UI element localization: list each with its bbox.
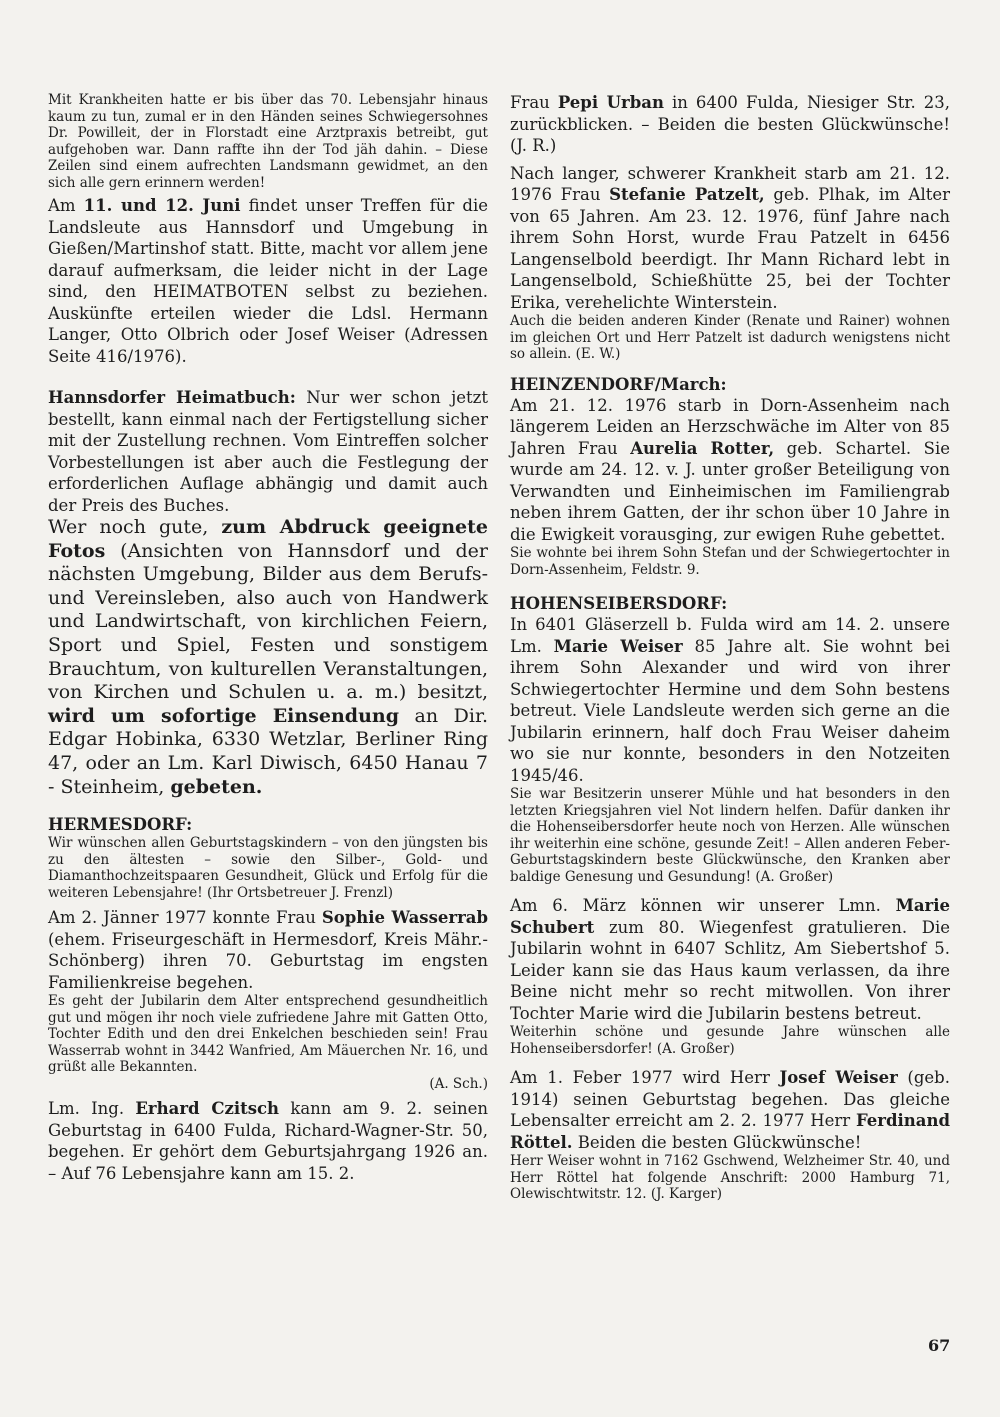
czitsch-birthday: Lm. Ing. Erhard Czitsch kann am 9. 2. seinen Geburtstag in 6400 Fulda, Richard-Wagner-Str. 50, begehen. Er gehört dem Geburtsjahrgang 1926 an. – Auf 76 Lebensjahre kann am 15. 2. — [48, 1099, 489, 1183]
weiser-details: Sie war Besitzerin unserer Mühle und hat besonders in den letzten Kriegsjahren viel Not lindern helfen. Dafür danken ihr die Hohenseibersdorfer heute noch von Herzen. Alle wünschen ihr weiterhin eine schöne, gesunde Zeit! – Allen anderen Feber-Geburtstagskindern beste Glückwünsche, den Kranken aber baldige Genesung und Gesundung! (A. Großer) — [510, 786, 950, 885]
urban-birthday: Frau Pepi Urban in 6400 Fulda, Niesiger Str. 23, zurückblicken. – Beiden die besten Glückwünsche! (J. R.) — [510, 93, 950, 155]
wasserrab-details: Es geht der Jubilarin dem Alter entsprechend gesundheitlich gut und mögen ihr noch viele zufriedene Jahre mit Gatten Otto, Tochter Edith und den drei Enkelchen beschieden sein! Frau Wasserrab wohnt in 3442 Wanfried, Am Mäuerchen Nr. 16, und grüßt alle Bekannten. — [48, 993, 488, 1076]
signature: (A. Sch.) — [429, 1075, 488, 1092]
patzelt-obituary: Nach langer, schwerer Krankheit starb am 21. 12. 1976 Frau Stefanie Patzelt, geb. Plhak, im Alter von 65 Jahren. Am 23. 12. 1976, fünf Jahre nach ihrem Sohn Horst, wurde Frau Patzelt in 6456 Langenselbold beerdigt. Ihr Mann Richard lebt in Langenselbold, Schießhütte 25, bei der Tochter Erika, verehelichte Winterstein. — [510, 163, 951, 312]
right-column — [510, 92, 950, 1203]
schubert-wishes: Weiterhin schöne und gesunde Jahre wünschen alle Hohenseibersdorfer! (A. Großer) — [510, 1024, 950, 1057]
weiser-roettel-birthdays: Am 1. Feber 1977 wird Herr Josef Weiser (geb. 1914) seinen Geburtstag begehen. Das gleiche Lebensalter erreicht am 2. 2. 1977 Herr Ferdinand Röttel. Beiden die besten Glückwünsche! — [510, 1068, 950, 1152]
meeting-notice: Am 11. und 12. Juni findet unser Treffen für die Landsleute aus Hannsdorf und Umgebung in Gießen/Martinshof statt. Bitte, macht vor allem jene darauf aufmerksam, die leider nicht in der Lage sind, den HEIMATBOTEN selbst zu beziehen. Auskünfte erteilen wieder die Ldsl. Hermann Langer, Otto Olbrich oder Josef Weiser (Adressen Seite 416/1976). — [48, 196, 488, 366]
section-heading-hohenseibersdorf: HOHENSEIBERSDORF: — [510, 594, 728, 613]
photo-request: Wer noch gute, zum Abdruck geeignete Fotos (Ansichten von Hannsdorf und der nächsten Umgebung, Bilder aus dem Berufs- und Vereinsleben, also auch von Handwerk und Landwirtschaft, von kirchlichen Feiern, Sport und Spiel, Festen und sonstigem Brauchtum, von kulturellen Veranstaltungen, von Kirchen und Schulen u. a. m.) besitzt, wird um sofortige Einsendung an Dir. Edgar Hobinka, 6330 Wetzlar, Berliner Ring 47, oder an Lm. Karl Diwisch, 6450 Hanau 7 - Steinheim, gebeten. — [48, 516, 488, 798]
addresses: Herr Weiser wohnt in 7162 Gschwend, Welzheimer Str. 40, und Herr Röttel hat folgende Anschrift: 2000 Hamburg 71, Olewischtwitstr. 12. (J. Karger) — [510, 1153, 950, 1202]
obituary-text: Mit Krankheiten hatte er bis über das 70. Lebensjahr hinaus kaum zu tun, zumal er in den Händen seines Schwiegersohnes Dr. Powilleit, der in Florstadt eine Arztpraxis betreibt, gut aufgehoben war. Dann raffte ihn der Tod jäh dahin. – Diese Zeilen sind einem aufrechten Landsmann gewidmet, an den sich alle gern erinnern werden! — [48, 92, 488, 191]
wasserrab-birthday: Am 2. Jänner 1977 konnte Frau Sophie Wasserrab (ehem. Friseurgeschäft in Hermesdorf, Kreis Mähr.-Schönberg) ihren 70. Geburtstag im engsten Familienkreise begehen. — [48, 908, 488, 992]
section-heading-heinzendorf: HEINZENDORF/March: — [510, 374, 727, 394]
left-column — [48, 92, 488, 1184]
weiser-birthday: In 6401 Gläserzell b. Fulda wird am 14. 2. unsere Lm. Marie Weiser 85 Jahre alt. Sie wohnt bei ihrem Sohn Alexander und wird von ihrer Schwiegertochter Hermine und dem Sohn bestens betreut. Viele Landsleute werden sich gerne an die Jubilarin erinnern, half doch Frau Weiser daheim wo sie nur konnte, besonders in den Notzeiten 1945/46. — [510, 615, 951, 785]
page-number: 67 — [928, 1336, 951, 1355]
heimatbuch-notice: Hannsdorfer Heimatbuch: Nur wer schon jetzt bestellt, kann einmal nach der Fertigstellung sicher mit der Zustellung rechnen. Vom Eintreffen solcher Vorbestellungen ist aber auch die Festlegung der erforderlichen Auflage abhängig und damit auch der Preis des Buches. — [48, 388, 488, 515]
section-heading-hermesdorf: HERMESDORF: — [48, 815, 193, 835]
rotter-obituary: Am 21. 12. 1976 starb in Dorn-Assenheim nach längerem Leiden an Herzschwäche im Alter von 85 Jahren Frau Aurelia Rotter, geb. Schartel. Sie wurde am 24. 12. v. J. unter großer Beteiligung von Verwandten und Einheimischen im Familiengrab neben ihrem Gatten, der ihr schon über 10 Jahre in die Ewigkeit vorausging, zur ewigen Ruhe gebettet. — [510, 395, 950, 544]
schubert-birthday: Am 6. März können wir unserer Lmn. Marie Schubert zum 80. Wiegenfest gratulieren. Die Jubilarin wohnt in 6407 Schlitz, Am Siebertshof 5. Leider kann sie das Haus kaum verlassen, da ihre Beine nicht mehr so recht mitwollen. Von ihrer Tochter Marie wird die Jubilarin bestens betreut. — [510, 896, 950, 1023]
birthday-wishes: Wir wünschen allen Geburtstagskindern – von den jüngsten bis zu den ältesten – sowie den Silber-, Gold- und Diamanthochzeitspaaren Gesundheit, Glück und Erfolg für die weiteren Lebensjahre! (Ihr Ortsbetreuer J. Frenzl) — [48, 835, 488, 901]
rotter-details: Sie wohnte bei ihrem Sohn Stefan und der Schwiegertochter in Dorn-Assenheim, Feldstr. 9. — [510, 545, 950, 578]
patzelt-details: Auch die beiden anderen Kinder (Renate und Rainer) wohnen im gleichen Ort und Herr Patzelt ist dadurch wenigstens nicht so allein. (E. W.) — [510, 313, 950, 362]
